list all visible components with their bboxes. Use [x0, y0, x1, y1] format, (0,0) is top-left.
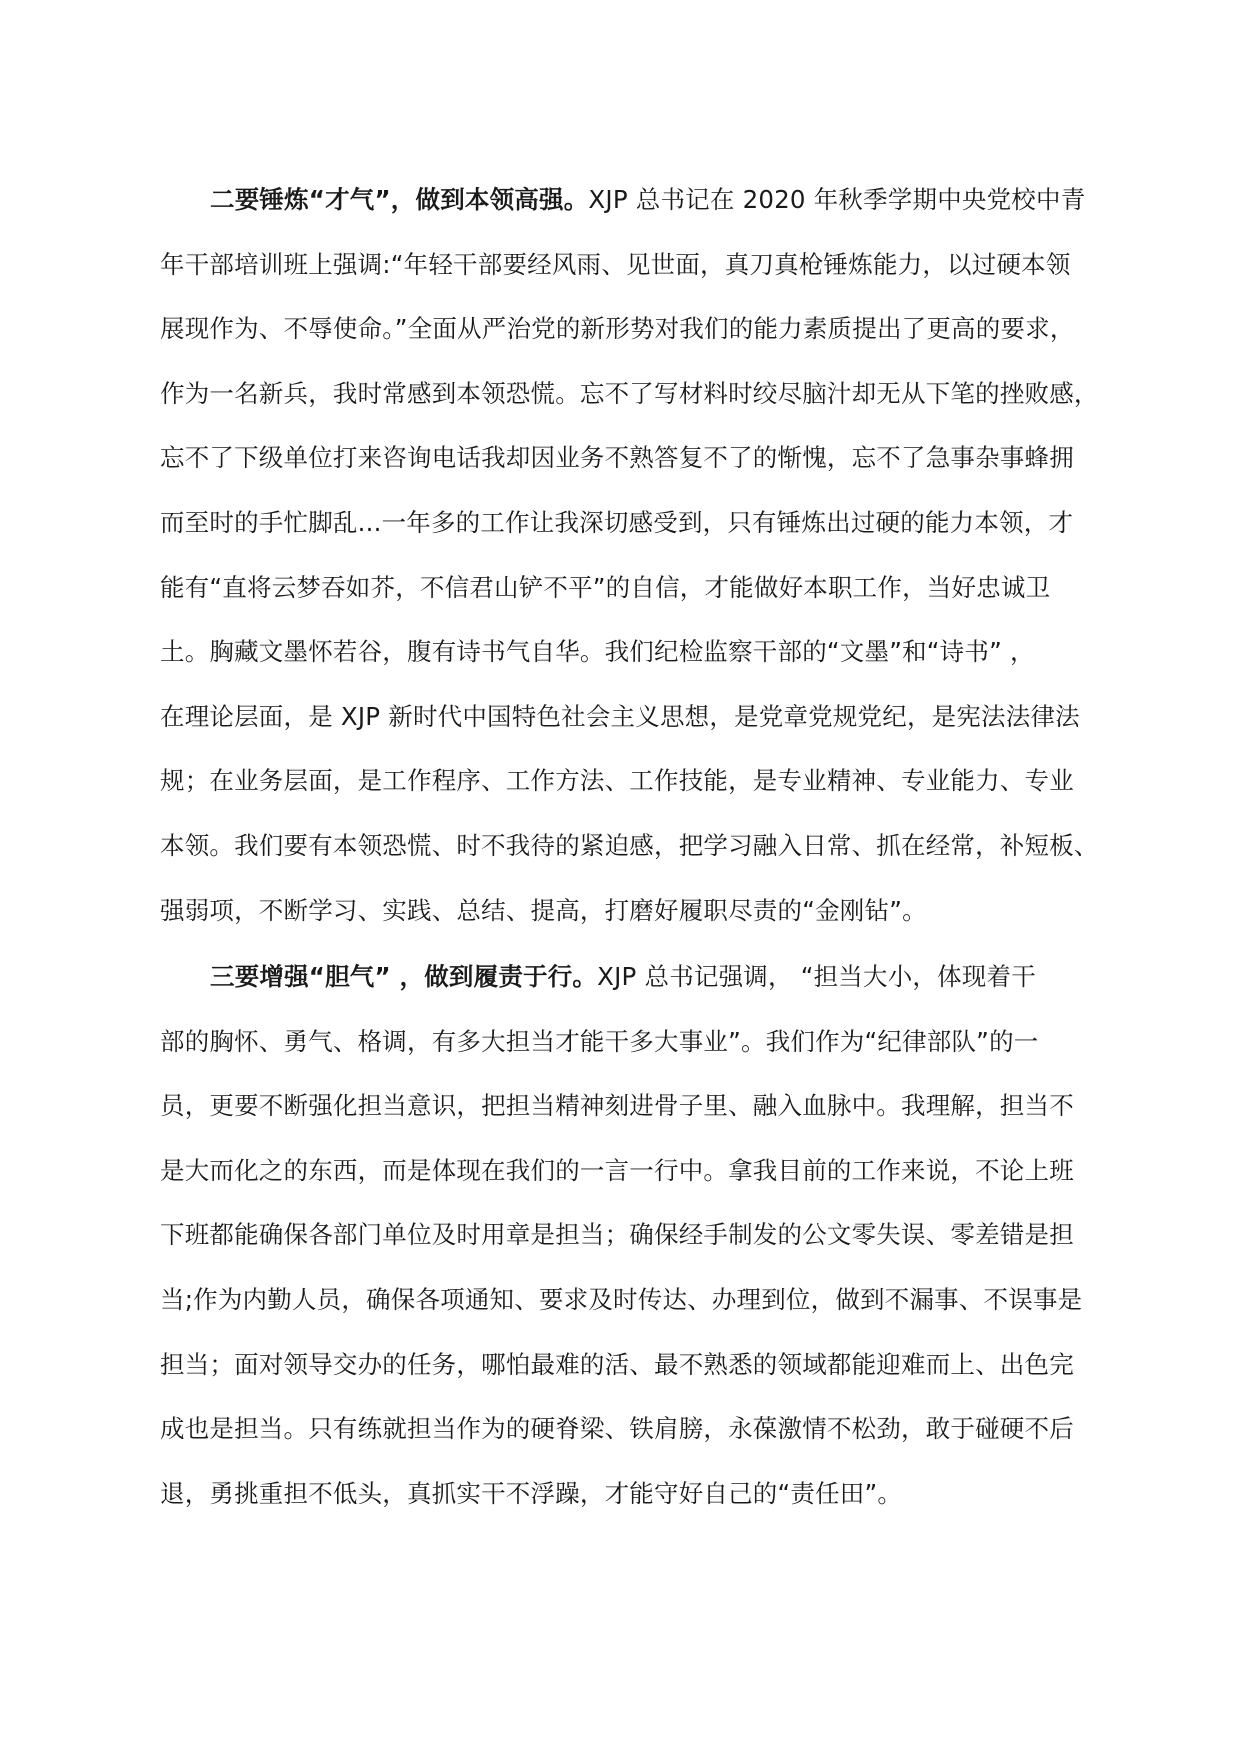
paragraph-line: 成也是担当。只有练就担当作为的硬脊梁、铁肩膀，永葆激情不松劲，敢于碰硬不后 [160, 1414, 1074, 1444]
paragraph-heading: 三要增强“胆气” ，做到履责于行。 [210, 962, 598, 991]
paragraph-line [160, 168, 1100, 233]
paragraph-line: 部的胸怀、勇气、格调，有多大担当才能干多大事业”。我们作为“纪律部队”的一 [160, 1026, 1039, 1056]
paragraph-1 [160, 168, 1100, 943]
paragraph-line: 本领。我们要有本领恐慌、时不我待的紧迫感，把学习融入日常、抓在经常，补短板、 [160, 830, 1099, 860]
paragraph-line: 下班都能确保各部门单位及时用章是担当；确保经手制发的公文零失误、零差错是担 [160, 1220, 1074, 1250]
paragraph-line: 员，更要不断强化担当意识，把担当精神刻进骨子里、融入血脉中。我理解，担当不 [160, 1091, 1074, 1121]
paragraph-text: XJP 总书记强调， “担当大小，体现着干 [597, 962, 1036, 991]
paragraph-heading: 二要锤炼“才气”，做到本领高强。 [210, 185, 589, 214]
paragraph-line: 忘不了下级单位打来咨询电话我却因业务不熟答复不了的惭愧，忘不了急事杂事蜂拥 [160, 443, 1074, 473]
paragraph-line: 强弱项，不断学习、实践、总结、提高，打磨好履职尽责的“金刚钻”。 [160, 895, 927, 925]
paragraph-line: 在理论层面，是 XJP 新时代中国特色社会主义思想，是党章党规党纪，是宪法法律法 [160, 701, 1080, 731]
paragraph-line: 而至时的手忙脚乱...一年多的工作让我深切感受到，只有锤炼出过硬的能力本领，才 [160, 507, 1074, 537]
paragraph-line: 能有“直将云梦吞如芥，不信君山铲不平”的自信，才能做好本职工作，当好忠诚卫 [160, 572, 1051, 602]
paragraph-line: 展现作为、不辱使命。”全面从严治党的新形势对我们的能力素质提出了更高的要求， [160, 314, 1075, 344]
paragraph-line: 土。胸藏文墨怀若谷，腹有诗书气自华。我们纪检监察干部的“文墨”和“诗书” ， [160, 637, 1035, 667]
paragraph-line: 当;作为内勤人员，确保各项通知、要求及时传达、办理到位，做到不漏事、不误事是 [160, 1284, 1083, 1314]
paragraph-line: 是大而化之的东西，而是体现在我们的一言一行中。拿我目前的工作来说，不论上班 [160, 1155, 1074, 1185]
paragraph-line: 退，勇挑重担不低头，真抓实干不浮躁，才能守好自己的“责任田”。 [160, 1478, 903, 1508]
paragraph-text: XJP 总书记在 2020 年秋季学期中央党校中青 [588, 185, 1086, 214]
paragraph-line: 作为一名新兵，我时常感到本领恐慌。忘不了写材料时绞尽脑汁却无从下笔的挫败感， [160, 378, 1099, 408]
paragraph-2 [160, 945, 1100, 1526]
paragraph-line [160, 945, 1100, 1010]
paragraph-line: 规；在业务层面，是工作程序、工作方法、工作技能，是专业精神、专业能力、专业 [160, 766, 1074, 796]
paragraph-line: 年干部培训班上强调:“年轻干部要经风雨、见世面，真刀真枪锤炼能力，以过硬本领 [160, 249, 1071, 279]
paragraph-line: 担当；面对领导交办的任务，哪怕最难的活、最不熟悉的领域都能迎难而上、出色完 [160, 1349, 1074, 1379]
